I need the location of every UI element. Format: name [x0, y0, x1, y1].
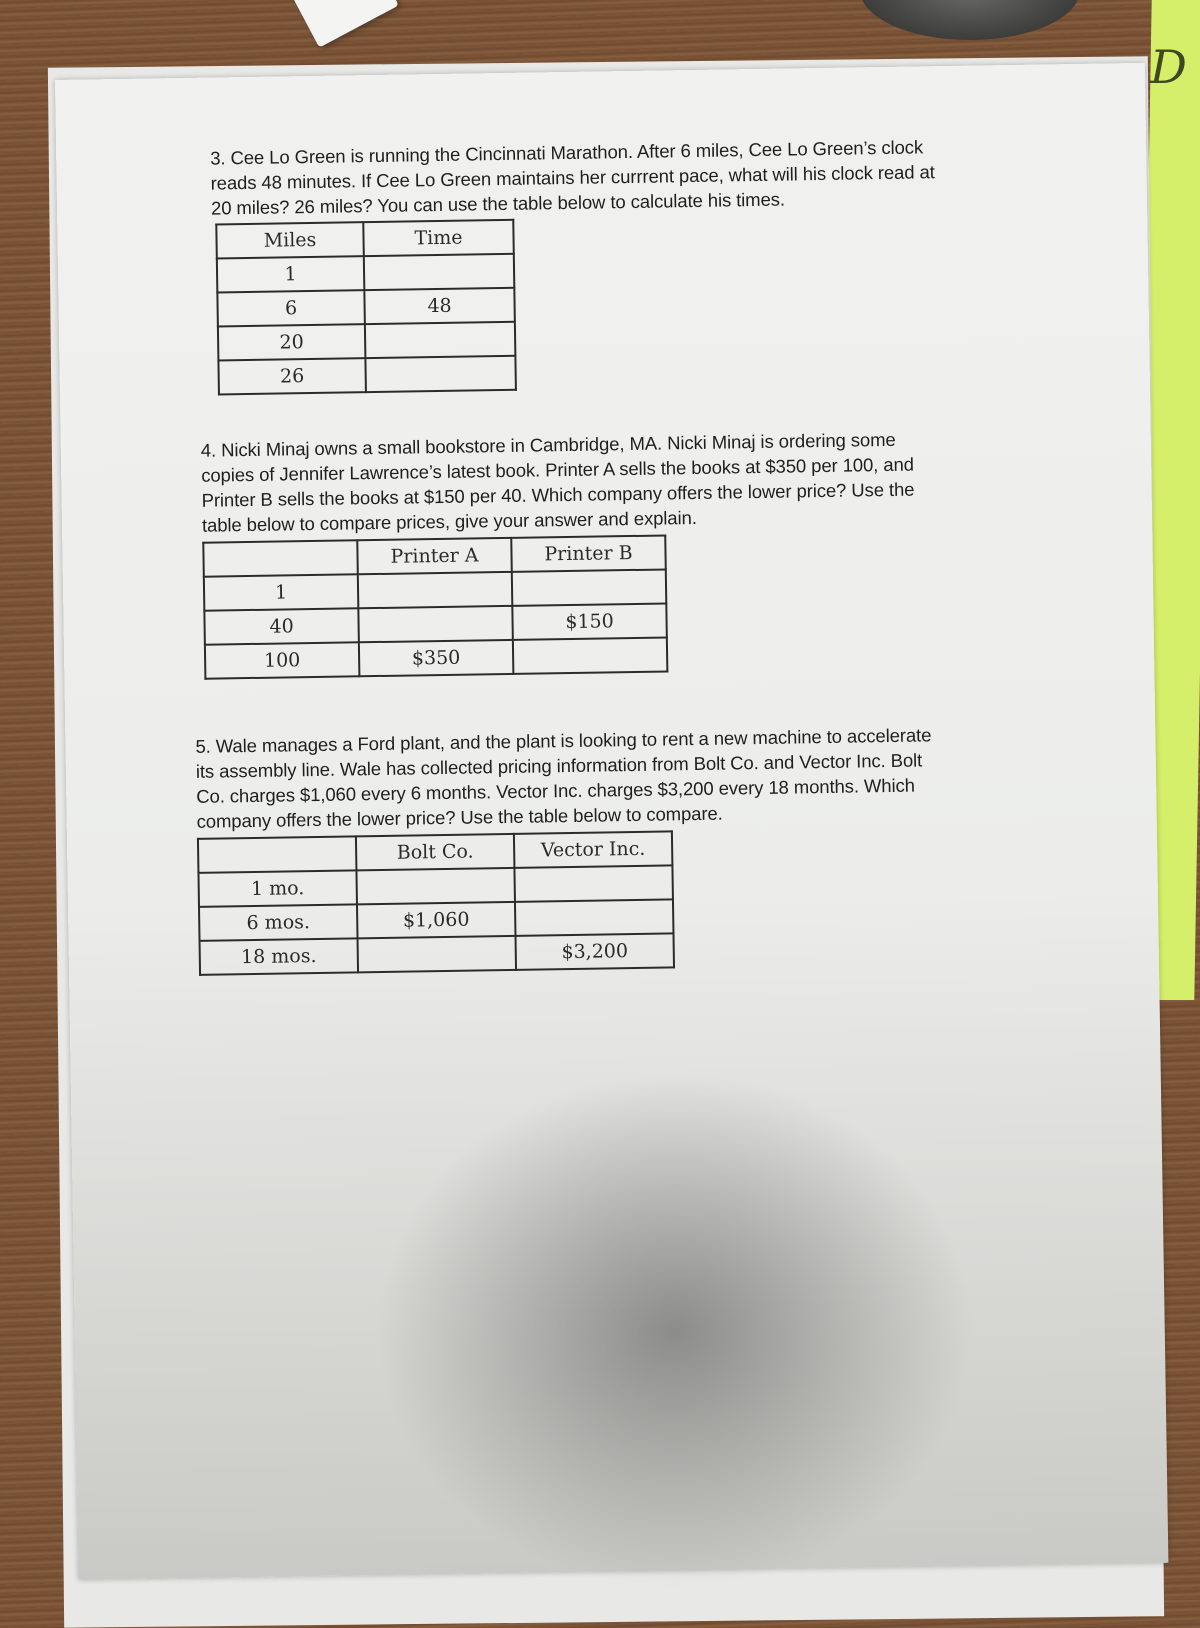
table-row: [217, 288, 514, 327]
question-3: [210, 134, 935, 220]
cell-miles: 26: [218, 358, 366, 394]
table-row: [217, 254, 514, 293]
table-row: [218, 322, 515, 361]
cell-printer-a-input[interactable]: [358, 572, 513, 608]
question-5: [195, 722, 932, 834]
question-5-line: 5. Wale manages a Ford plant, and the plant is looking to rent a new machine to accelerate: [195, 724, 932, 757]
cell-period: 1 mo.: [198, 870, 357, 906]
question-4: [201, 427, 915, 538]
header-blank: [203, 540, 358, 576]
question-5-line: company offers the lower price? Use the table below to compare.: [196, 802, 723, 832]
cell-bolt-input[interactable]: [358, 936, 517, 972]
header-bolt-co: Bolt Co.: [356, 834, 515, 870]
phone-shadow: [371, 1066, 979, 1595]
header-printer-a: Printer A: [357, 538, 512, 574]
header-miles: Miles: [216, 222, 364, 258]
cell-period: 6 mos.: [199, 904, 358, 940]
question-4-line: 4. Nicki Minaj owns a small bookstore in Cambridge, MA. Nicki Minaj is ordering some: [200, 428, 896, 461]
question-4-line: copies of Jennifer Lawrence’s latest book. Printer A sells the books at $350 per 100, and: [201, 453, 915, 486]
cell-printer-a: $350: [359, 640, 514, 676]
table-machine-rental: [197, 830, 675, 975]
cell-time-input[interactable]: [364, 254, 515, 290]
sticky-note-text: D: [1150, 40, 1187, 94]
header-printer-b: Printer B: [511, 535, 666, 571]
table-header-row: [216, 220, 513, 259]
cell-vector: $3,200: [516, 933, 675, 969]
cell-time-input[interactable]: [365, 356, 516, 392]
cell-bolt: $1,060: [357, 902, 516, 938]
question-3-line: reads 48 minutes. If Cee Lo Green maintains her currrent pace, what will his clock read at: [210, 161, 935, 194]
cell-printer-b-input[interactable]: [512, 569, 667, 605]
table-row: [200, 933, 674, 974]
header-blank: [198, 836, 357, 872]
question-5-line: Co. charges $1,060 every 6 months. Vector Inc. charges $3,200 every 18 months. Which: [196, 774, 915, 807]
worksheet-page: [55, 63, 1168, 1580]
cell-printer-a-input[interactable]: [358, 606, 513, 642]
cell-time-input[interactable]: [365, 322, 516, 358]
question-3-line: 3. Cee Lo Green is running the Cincinnati Marathon. After 6 miles, Cee Lo Green’s clock: [210, 136, 924, 169]
cell-miles: 20: [218, 324, 366, 360]
cell-bolt-input[interactable]: [356, 868, 515, 904]
cell-printer-b-input[interactable]: [513, 637, 668, 673]
cell-quantity: 40: [204, 608, 359, 644]
cell-time: 48: [364, 288, 515, 324]
cell-printer-b: $150: [512, 603, 667, 639]
cell-period: 18 mos.: [200, 938, 359, 974]
cell-miles: 6: [217, 290, 365, 326]
cell-vector-input[interactable]: [515, 899, 674, 935]
table-row: [218, 356, 515, 395]
cell-quantity: 1: [204, 574, 359, 610]
question-5-line: its assembly line. Wale has collected pricing information from Bolt Co. and Vector Inc. Bolt: [195, 749, 923, 782]
cell-vector-input[interactable]: [514, 865, 673, 901]
napkin: [291, 0, 399, 48]
question-3-line: 20 miles? 26 miles? You can use the table below to calculate his times.: [210, 188, 786, 219]
cup: [860, 0, 1080, 40]
header-vector-inc: Vector Inc.: [514, 831, 673, 867]
question-4-line: table below to compare prices, give your answer and explain.: [201, 506, 697, 536]
cell-miles: 1: [217, 256, 365, 292]
header-time: Time: [363, 220, 514, 256]
table-miles-time: [215, 219, 517, 396]
table-row: [205, 637, 667, 678]
cell-quantity: 100: [205, 642, 360, 678]
question-4-line: Printer B sells the books at $150 per 40. Which company offers the lower price? Use the: [201, 478, 915, 511]
table-printer-prices: [202, 534, 668, 679]
